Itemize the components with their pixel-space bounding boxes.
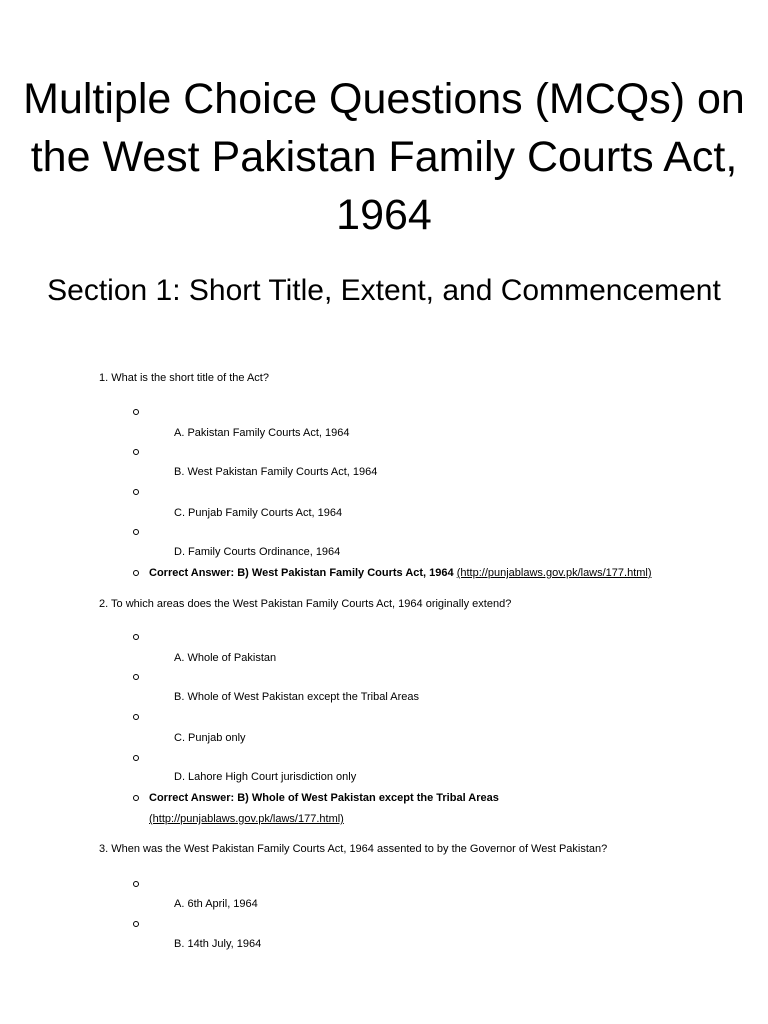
question-text: 2. To which areas does the West Pakistan Family Courts Act, 1964 originally extend? bbox=[99, 598, 512, 610]
bullet-icon bbox=[133, 570, 139, 576]
bullet-icon bbox=[133, 881, 139, 887]
bullet-icon bbox=[133, 449, 139, 455]
option-b: B. West Pakistan Family Courts Act, 1964 bbox=[174, 466, 378, 478]
option-a: A. Whole of Pakistan bbox=[174, 652, 277, 664]
correct-answer bbox=[149, 566, 652, 580]
option-c: C. Punjab Family Courts Act, 1964 bbox=[174, 507, 343, 519]
bullet-icon bbox=[133, 755, 139, 761]
bullet-icon bbox=[133, 921, 139, 927]
source-link[interactable]: (http://punjablaws.gov.pk/laws/177.html) bbox=[149, 813, 344, 825]
correct-answer-text: Correct Answer: B) Whole of West Pakistan except the Tribal Areas bbox=[149, 792, 499, 804]
section-title: Section 1: Short Title, Extent, and Commencement bbox=[47, 274, 721, 307]
page-title: Multiple Choice Questions (MCQs) on the West Pakistan Family Courts Act, 1964 bbox=[23, 75, 745, 239]
bullet-icon bbox=[133, 409, 139, 415]
option-d: D. Lahore High Court jurisdiction only bbox=[174, 771, 357, 783]
bullet-icon bbox=[133, 634, 139, 640]
question-text: 1. What is the short title of the Act? bbox=[99, 372, 269, 384]
option-c: C. Punjab only bbox=[174, 732, 246, 744]
bullet-icon bbox=[133, 674, 139, 680]
option-a: A. Pakistan Family Courts Act, 1964 bbox=[174, 427, 350, 439]
correct-answer-text: Correct Answer: B) West Pakistan Family Courts Act, 1964 bbox=[149, 567, 454, 579]
source-link-line bbox=[149, 812, 344, 826]
option-b: B. 14th July, 1964 bbox=[174, 938, 262, 950]
option-b: B. Whole of West Pakistan except the Tribal Areas bbox=[174, 691, 419, 703]
correct-answer bbox=[149, 791, 499, 805]
source-link[interactable]: (http://punjablaws.gov.pk/laws/177.html) bbox=[456, 567, 652, 579]
bullet-icon bbox=[133, 714, 139, 720]
bullet-icon bbox=[133, 529, 139, 535]
bullet-icon bbox=[133, 489, 139, 495]
option-d: D. Family Courts Ordinance, 1964 bbox=[174, 546, 341, 558]
bullet-icon bbox=[133, 795, 139, 801]
option-a: A. 6th April, 1964 bbox=[174, 898, 258, 910]
question-text: 3. When was the West Pakistan Family Courts Act, 1964 assented to by the Governor of West Pakistan? bbox=[99, 843, 608, 855]
